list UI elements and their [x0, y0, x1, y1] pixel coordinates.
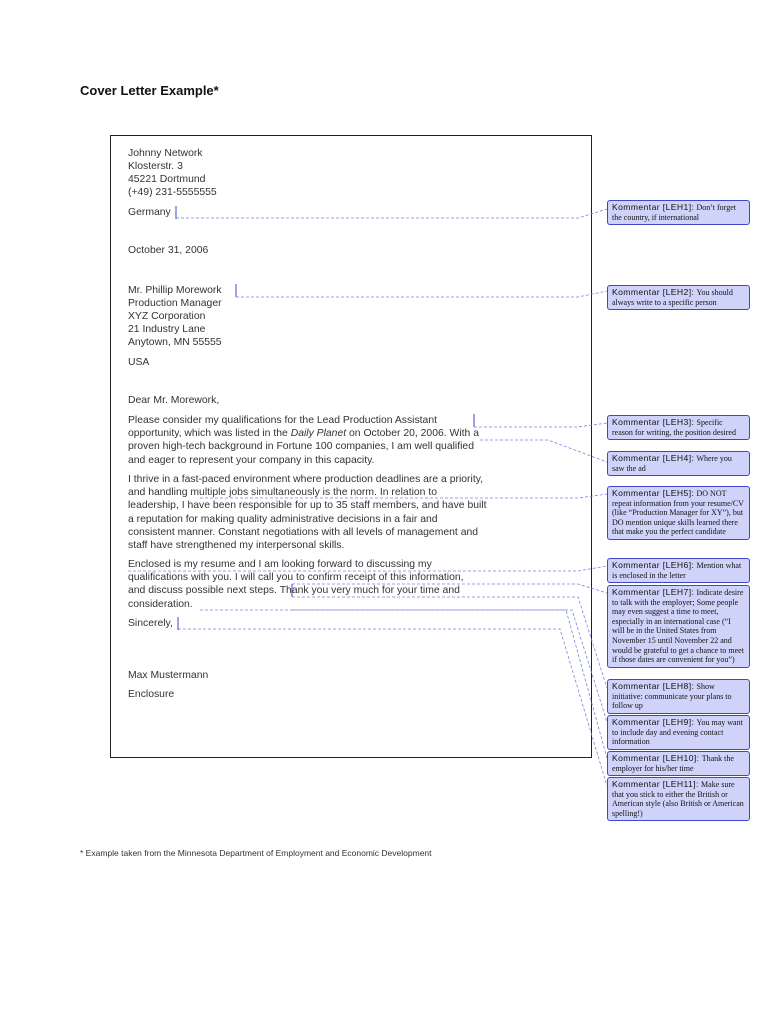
comment-label: Kommentar [LEH10]:	[612, 753, 700, 763]
paragraph-1-text: on October 20, 2006. With a	[346, 428, 479, 440]
recipient-name: Mr. Phillip Morework	[128, 285, 222, 296]
leader-line-4	[480, 440, 607, 462]
sender-street: Klosterstr. 3	[128, 161, 183, 172]
leader-line-8	[292, 597, 607, 688]
enclosure-note: Enclosure	[128, 689, 175, 700]
paragraph-2-line: leadership, I have been responsible for up to 35 staff members, and have built	[128, 500, 487, 512]
comment-text: Specific reason for writing, the position desired	[612, 418, 736, 437]
paragraph-1-line: and eager to represent your company in this capacity.	[128, 454, 375, 466]
comment-label: Kommentar [LEH6]:	[612, 560, 695, 570]
comment-text: Don’t forget the country, if international	[612, 203, 736, 222]
sender-country: Germany	[128, 207, 171, 218]
comment-text: Indicate desire to talk with the employer; Some people may even suggest a time to meet, especially in an international case (“I will be in the United States from November 15 until November 22 and would be grateful to get a chance to meet if those dates are convenient for you”)	[612, 588, 744, 665]
comment-leh2[interactable]	[607, 285, 750, 310]
footnote: * Example taken from the Minnesota Department of Employment and Economic Development	[80, 848, 432, 858]
salutation: Dear Mr. Morework,	[128, 395, 220, 406]
paragraph-1-line: Please consider my qualifications for the Lead Production Assistant	[128, 415, 438, 426]
comment-text: Make sure that you stick to either the British or American style (also British or American spelling!)	[612, 780, 744, 818]
signature-name: Max Mustermann	[128, 670, 209, 681]
comment-label: Kommentar [LEH8]:	[612, 681, 695, 691]
comment-text: Where you saw the ad	[612, 454, 732, 473]
paragraph-3-line: and discuss possible next steps. Thank you very much for your time and	[128, 585, 460, 597]
comment-leh8[interactable]	[607, 679, 750, 714]
paragraph-2-line: and handling multiple jobs simultaneously is the norm. In relation to	[128, 487, 438, 499]
comment-leh7[interactable]	[607, 585, 750, 668]
comment-leh5[interactable]	[607, 486, 750, 540]
recipient-city: Anytown, MN 55555	[128, 337, 222, 348]
comment-label: Kommentar [LEH1]:	[612, 202, 695, 212]
recipient-company: XYZ Corporation	[128, 311, 206, 322]
comment-text: You should always write to a specific person	[612, 288, 733, 307]
comment-leh9[interactable]	[607, 715, 750, 750]
comment-text: DO NOT repeat information from your resume/CV (like “Production Manager for XY”), but DO mention unique skills learned there that make you the perfect candidate	[612, 489, 744, 537]
newspaper-name: Daily Planet	[290, 428, 347, 440]
paragraph-3-line: Enclosed is my resume and I am looking forward to discussing my	[128, 559, 432, 570]
comment-label: Kommentar [LEH4]:	[612, 453, 695, 463]
comment-text: Thank the employer for his/her time	[612, 754, 734, 773]
comment-label: Kommentar [LEH3]:	[612, 417, 695, 427]
comment-leh11[interactable]	[607, 777, 750, 821]
comment-label: Kommentar [LEH7]:	[612, 587, 695, 597]
paragraph-3-line: qualifications with you. I will call you to confirm receipt of this information,	[128, 572, 464, 584]
leader-line-9	[200, 610, 607, 722]
comment-leh10[interactable]	[607, 751, 750, 776]
leader-line-3	[474, 423, 607, 427]
sender-city: 45221 Dortmund	[128, 174, 206, 185]
comment-label: Kommentar [LEH2]:	[612, 287, 695, 297]
paragraph-2-line: staff have strengthened my interpersonal skills.	[128, 540, 345, 552]
leader-line-10	[292, 610, 607, 758]
recipient-title: Production Manager	[128, 298, 222, 309]
recipient-street: 21 Industry Lane	[128, 324, 206, 335]
comment-label: Kommentar [LEH9]:	[612, 717, 695, 727]
leader-line-1	[176, 209, 607, 218]
paragraph-2-line: a reputation for making quality administrative decisions in a fair and	[128, 513, 438, 525]
letter-date: October 31, 2006	[128, 245, 209, 256]
leader-line-7	[292, 584, 607, 593]
paragraph-3-line: consideration.	[128, 598, 193, 610]
paragraph-2-line: I thrive in a fast-paced environment where production deadlines are a priority,	[128, 474, 484, 485]
paragraph-1-text: opportunity, which was listed in the	[128, 428, 291, 440]
comment-label: Kommentar [LEH11]:	[612, 779, 699, 789]
paragraph-2-line: consistent manner. Constant negotiations with all levels of management and	[128, 526, 479, 538]
comment-leh1[interactable]	[607, 200, 750, 225]
leader-line-6	[128, 566, 607, 571]
leader-line-11	[178, 629, 607, 786]
leader-line-2	[236, 291, 607, 297]
comment-leh6[interactable]	[607, 558, 750, 583]
recipient-country: USA	[128, 357, 150, 368]
paragraph-1-line: proven high-tech background in Fortune 100 companies, I am well qualified	[128, 441, 474, 453]
page-title: Cover Letter Example*	[80, 83, 219, 98]
comment-leh3[interactable]	[607, 415, 750, 440]
comment-leh4[interactable]	[607, 451, 750, 476]
sender-name: Johnny Network	[128, 148, 203, 159]
sender-phone: (+49) 231-5555555	[128, 187, 217, 198]
comment-text: Mention what is enclosed in the letter	[612, 561, 742, 580]
comment-label: Kommentar [LEH5]:	[612, 488, 695, 498]
closing: Sincerely,	[128, 618, 173, 629]
comment-text: Show initiative: communicate your plans to follow up	[612, 682, 732, 711]
leader-line-5	[200, 494, 607, 498]
comment-text: You may want to include day and evening contact information	[612, 718, 743, 747]
